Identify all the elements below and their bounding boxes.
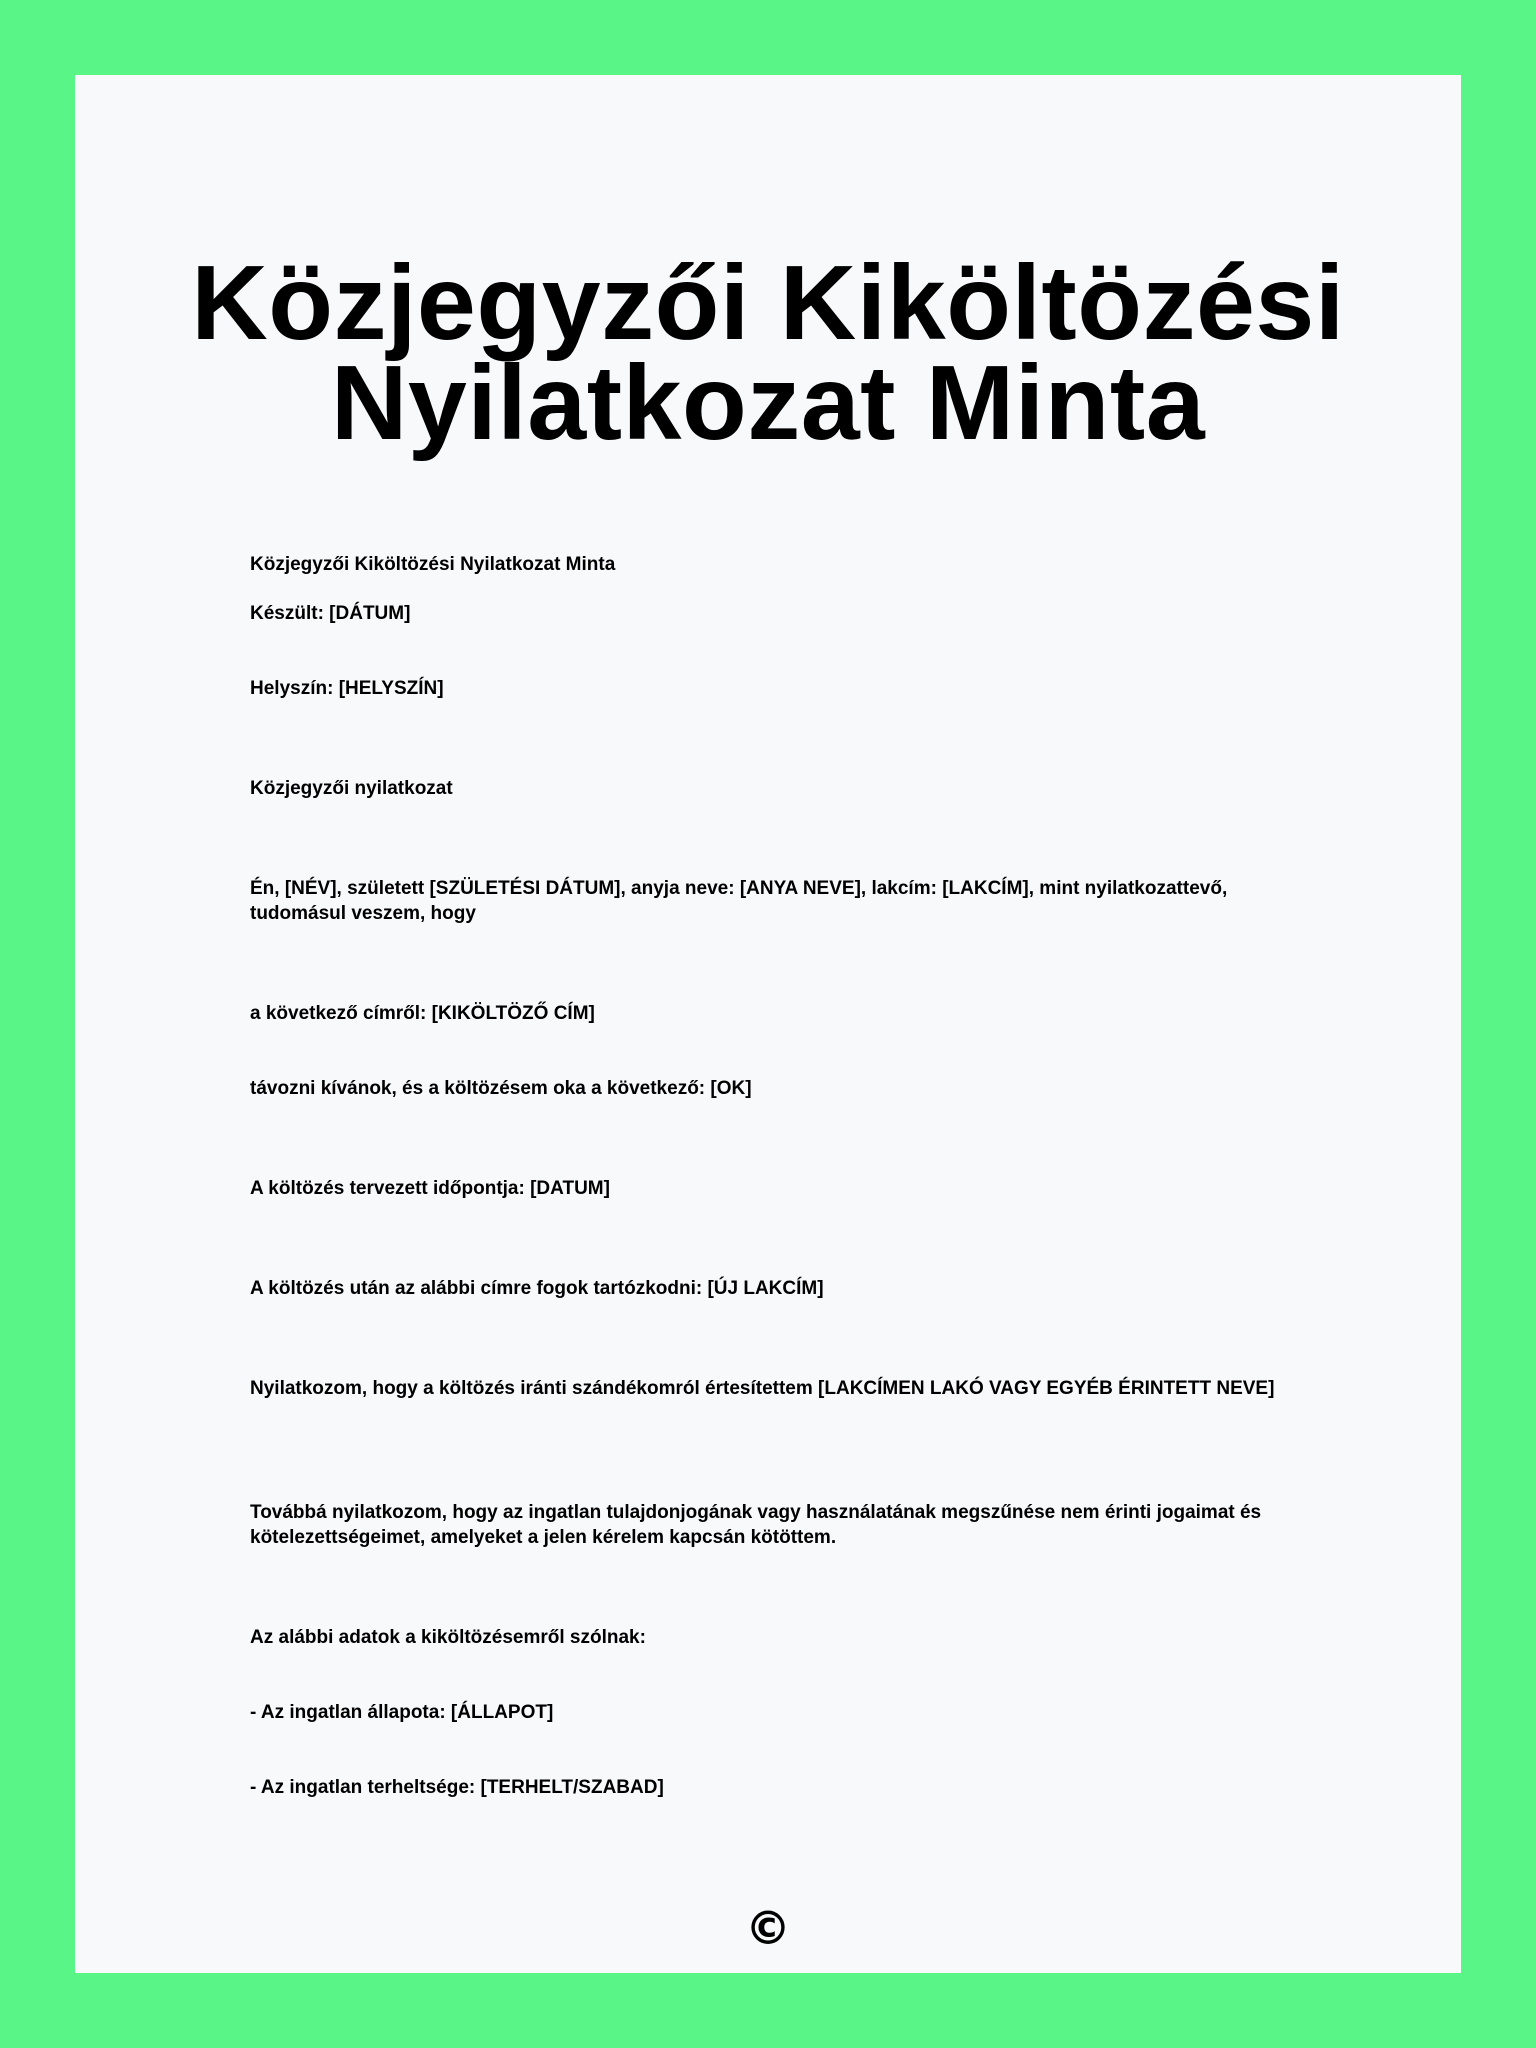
- document-heading-repeat: Közjegyzői Kiköltözési Nyilatkozat Minta: [250, 554, 616, 575]
- title-line-2: Nyilatkozat Minta: [330, 344, 1206, 462]
- location-line: Helyszín: [HELYSZÍN]: [250, 678, 444, 699]
- planned-date-line: A költözés tervezett időpontja: [DATUM]: [250, 1178, 610, 1199]
- copyright-icon: ©: [745, 1901, 791, 1955]
- document-title: [75, 244, 1461, 462]
- document-page: [75, 75, 1461, 1973]
- prepared-date-line: Készült: [DÁTUM]: [250, 603, 411, 624]
- rights-paragraph: Továbbá nyilatkozom, hogy az ingatlan tulajdonjogának vagy használatának megszűnése nem érinti jogaimat és kötelezettségeimet, amelyeket a jelen kérelem kapcsán kötöttem.: [250, 1502, 1262, 1548]
- section-heading: Közjegyzői nyilatkozat: [250, 778, 453, 799]
- reason-line: távozni kívánok, és a költözésem oka a következő: [OK]: [250, 1078, 752, 1099]
- data-intro-line: Az alábbi adatok a kiköltözésemről szólnak:: [250, 1627, 646, 1648]
- new-address-line: A költözés után az alábbi címre fogok tartózkodni: [ÚJ LAKCÍM]: [250, 1278, 824, 1299]
- property-encumbrance-item: - Az ingatlan terheltsége: [TERHELT/SZABAD]: [250, 1777, 664, 1798]
- property-condition-item: - Az ingatlan állapota: [ÁLLAPOT]: [250, 1702, 554, 1723]
- title-line-1: Közjegyzői Kiköltözési: [191, 244, 1345, 362]
- notification-paragraph: Nyilatkozom, hogy a költözés iránti szándékomról értesítettem [LAKCÍMEN LAKÓ VAGY EGYÉB ÉRINTETT NEVE]: [250, 1378, 1275, 1399]
- moving-from-line: a következő címről: [KIKÖLTÖZŐ CÍM]: [250, 1003, 595, 1024]
- declarant-paragraph: Én, [NÉV], született [SZÜLETÉSI DÁTUM], anyja neve: [ANYA NEVE], lakcím: [LAKCÍM], mint nyilatkozattevő, tudomásul veszem, hogy: [250, 878, 1228, 924]
